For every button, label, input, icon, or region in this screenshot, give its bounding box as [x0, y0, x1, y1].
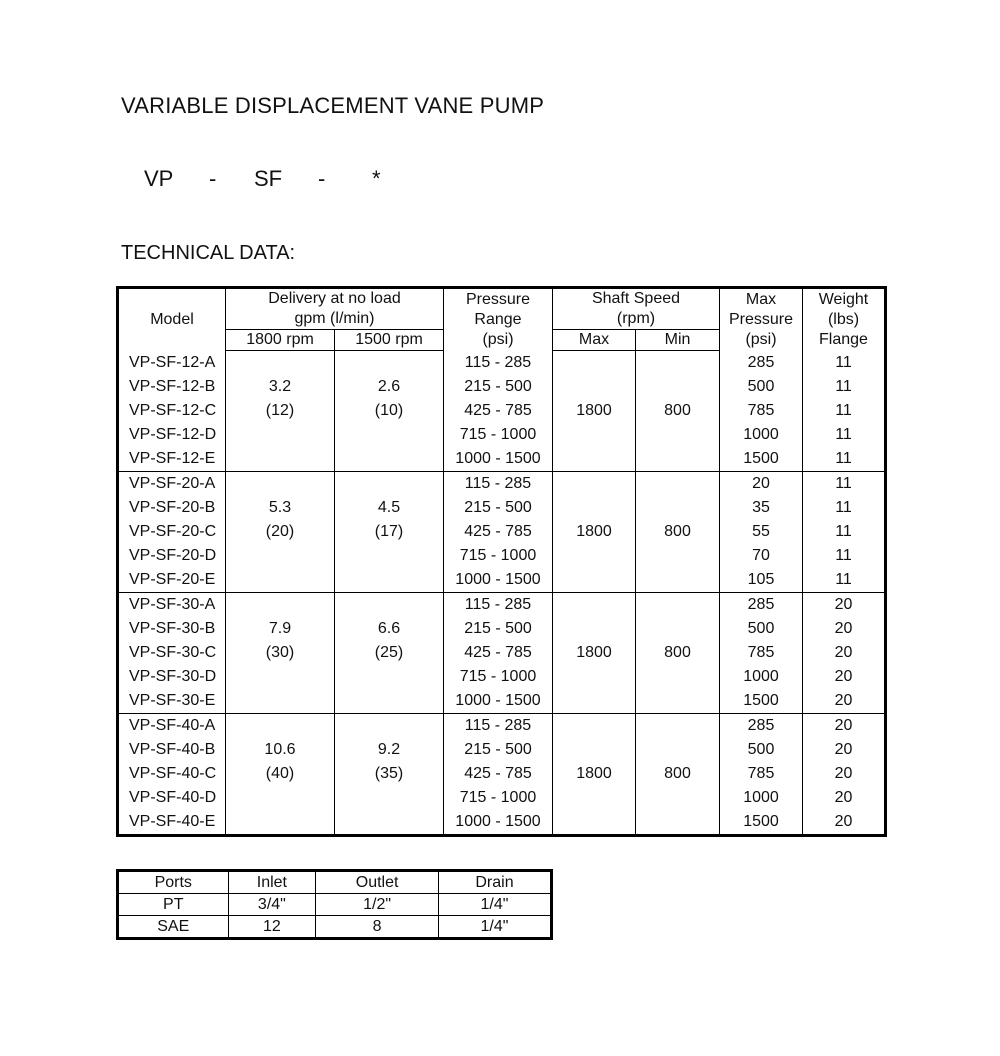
delivery-1800-cell: (40) — [226, 762, 335, 786]
max-pressure-cell: 1500 — [720, 810, 803, 836]
table-row — [118, 544, 886, 568]
shaft-min-cell — [636, 351, 720, 376]
delivery-1500-cell — [335, 810, 444, 836]
model-cell: VP-SF-20-A — [129, 475, 216, 492]
shaft-min-cell — [636, 423, 720, 447]
max-pressure-cell: 285 — [720, 593, 803, 618]
model-cell: VP-SF-40-E — [129, 813, 216, 830]
page-title: VARIABLE DISPLACEMENT VANE PUMP — [121, 93, 545, 118]
shaft-min-cell — [636, 617, 720, 641]
weight-cell: 11 — [803, 447, 886, 472]
weight-cell: 20 — [803, 810, 886, 836]
delivery-1800-cell — [226, 714, 335, 739]
ports-cell: 3/4" — [228, 894, 316, 916]
header-weight — [803, 288, 886, 351]
shaft-min-cell — [636, 447, 720, 472]
shaft-max-cell: 1800 — [553, 520, 636, 544]
shaft-max-cell — [553, 714, 636, 739]
delivery-1500-cell — [335, 665, 444, 689]
delivery-1800-cell — [226, 351, 335, 376]
shaft-min-cell — [636, 375, 720, 399]
pressure-range-cell: 425 - 785 — [444, 762, 553, 786]
header-delivery — [226, 288, 444, 330]
pressure-range-cell: 115 - 285 — [444, 472, 553, 497]
pressure-range-cell: 715 - 1000 — [444, 665, 553, 689]
header-weight-line3: Flange — [819, 330, 868, 348]
max-pressure-cell: 785 — [720, 399, 803, 423]
max-pressure-cell: 20 — [720, 472, 803, 497]
ports-cell: PT — [118, 894, 229, 916]
delivery-1500-cell — [335, 689, 444, 714]
model-code-size: * — [372, 166, 381, 191]
header-pressure-range — [444, 288, 553, 351]
weight-cell: 11 — [803, 568, 886, 593]
weight-cell: 11 — [803, 399, 886, 423]
max-pressure-cell: 1000 — [720, 786, 803, 810]
pressure-range-cell: 215 - 500 — [444, 496, 553, 520]
technical-data-table — [116, 286, 887, 837]
delivery-1500-cell: 2.6 — [335, 375, 444, 399]
table-row — [118, 641, 886, 665]
shaft-min-cell — [636, 568, 720, 593]
header-pressure-line2: Range — [474, 310, 522, 328]
model-cell: VP-SF-40-C — [129, 765, 217, 782]
max-pressure-cell: 35 — [720, 496, 803, 520]
shaft-max-cell — [553, 665, 636, 689]
weight-cell: 11 — [803, 472, 886, 497]
table-row — [118, 593, 886, 618]
max-pressure-cell: 500 — [720, 617, 803, 641]
shaft-max-cell — [553, 423, 636, 447]
table-row — [118, 568, 886, 593]
ports-cell: 1/2" — [316, 894, 439, 916]
shaft-max-cell — [553, 810, 636, 836]
model-cell: VP-SF-40-A — [129, 717, 216, 734]
max-pressure-cell: 70 — [720, 544, 803, 568]
shaft-max-cell — [553, 375, 636, 399]
model-group — [118, 714, 886, 836]
shaft-max-cell — [553, 617, 636, 641]
delivery-1800-cell — [226, 423, 335, 447]
delivery-1500-cell: (35) — [335, 762, 444, 786]
delivery-1500-cell — [335, 568, 444, 593]
model-cell: VP-SF-20-E — [129, 571, 216, 588]
table-row — [118, 472, 886, 497]
weight-cell: 20 — [803, 593, 886, 618]
delivery-1800-cell: 10.6 — [226, 738, 335, 762]
table-row — [118, 689, 886, 714]
max-pressure-cell: 785 — [720, 641, 803, 665]
delivery-1800-cell: (12) — [226, 399, 335, 423]
weight-cell: 11 — [803, 544, 886, 568]
header-pressure-line1: Pressure — [465, 290, 531, 308]
header-shaft-line2: (rpm) — [616, 310, 656, 327]
weight-cell: 11 — [803, 351, 886, 376]
pressure-range-cell: 715 - 1000 — [444, 786, 553, 810]
pressure-range-cell: 115 - 285 — [444, 593, 553, 618]
pressure-range-cell: 425 - 785 — [444, 641, 553, 665]
shaft-min-cell: 800 — [636, 399, 720, 423]
weight-cell: 11 — [803, 423, 886, 447]
shaft-min-cell: 800 — [636, 762, 720, 786]
model-cell: VP-SF-30-B — [129, 620, 216, 637]
shaft-min-cell: 800 — [636, 520, 720, 544]
max-pressure-cell: 1500 — [720, 689, 803, 714]
shaft-min-cell — [636, 738, 720, 762]
delivery-1800-cell: 3.2 — [226, 375, 335, 399]
ports-cell: 1/4" — [438, 916, 551, 939]
header-delivery-line2: gpm (l/min) — [294, 310, 375, 327]
shaft-max-cell — [553, 593, 636, 618]
weight-cell: 11 — [803, 375, 886, 399]
table-row — [118, 351, 886, 376]
delivery-1500-cell — [335, 544, 444, 568]
model-group — [118, 472, 886, 593]
model-cell: VP-SF-12-C — [129, 402, 217, 419]
pressure-range-cell: 1000 - 1500 — [444, 447, 553, 472]
header-weight-line2: (lbs) — [827, 310, 860, 328]
delivery-1800-cell: 5.3 — [226, 496, 335, 520]
pressure-range-cell: 715 - 1000 — [444, 423, 553, 447]
model-code-series: VP — [144, 166, 174, 191]
model-cell: VP-SF-12-D — [129, 426, 217, 443]
delivery-1800-cell — [226, 472, 335, 497]
max-pressure-cell: 285 — [720, 351, 803, 376]
model-cell: VP-SF-20-B — [129, 499, 216, 516]
delivery-1500-cell — [335, 786, 444, 810]
model-code-dash: - — [209, 166, 217, 191]
header-delivery-line1: Delivery at no load — [268, 290, 401, 307]
delivery-1500-cell — [335, 447, 444, 472]
ports-header-inlet: Inlet — [228, 871, 316, 894]
model-group — [118, 593, 886, 714]
header-shaft-line1: Shaft Speed — [591, 290, 681, 307]
weight-cell: 11 — [803, 520, 886, 544]
shaft-max-cell — [553, 544, 636, 568]
ports-header-drain: Drain — [438, 871, 551, 894]
shaft-min-cell — [636, 544, 720, 568]
header-shaft-max: Max — [553, 330, 636, 351]
table-row — [118, 665, 886, 689]
table-row — [118, 714, 886, 739]
shaft-max-cell: 1800 — [553, 399, 636, 423]
pressure-range-cell: 1000 - 1500 — [444, 810, 553, 836]
header-1800-rpm: 1800 rpm — [226, 330, 335, 351]
delivery-1800-cell: 7.9 — [226, 617, 335, 641]
ports-header-outlet: Outlet — [316, 871, 439, 894]
pressure-range-cell: 215 - 500 — [444, 375, 553, 399]
shaft-max-cell — [553, 738, 636, 762]
header-shaft-speed — [553, 288, 720, 330]
pressure-range-cell: 425 - 785 — [444, 399, 553, 423]
pressure-range-cell: 215 - 500 — [444, 617, 553, 641]
delivery-1800-cell — [226, 447, 335, 472]
pressure-range-cell: 115 - 285 — [444, 351, 553, 376]
model-cell: VP-SF-40-D — [129, 789, 217, 806]
shaft-min-cell — [636, 689, 720, 714]
shaft-min-cell: 800 — [636, 641, 720, 665]
max-pressure-cell: 55 — [720, 520, 803, 544]
model-group — [118, 351, 886, 472]
delivery-1500-cell: (10) — [335, 399, 444, 423]
pressure-range-cell: 215 - 500 — [444, 738, 553, 762]
model-cell: VP-SF-12-B — [129, 378, 216, 395]
max-pressure-cell: 1000 — [720, 423, 803, 447]
header-pressure-line3: (psi) — [482, 330, 514, 348]
ports-row — [118, 894, 552, 916]
delivery-1800-cell — [226, 544, 335, 568]
weight-cell: 20 — [803, 738, 886, 762]
header-maxp-line1: Max — [745, 290, 777, 308]
shaft-min-cell — [636, 665, 720, 689]
delivery-1500-cell: 6.6 — [335, 617, 444, 641]
table-row — [118, 447, 886, 472]
table-row — [118, 617, 886, 641]
ports-cell: 8 — [316, 916, 439, 939]
weight-cell: 11 — [803, 496, 886, 520]
ports-cell: SAE — [118, 916, 229, 939]
delivery-1800-cell: (30) — [226, 641, 335, 665]
pressure-range-cell: 1000 - 1500 — [444, 568, 553, 593]
table-row — [118, 810, 886, 836]
shaft-max-cell — [553, 689, 636, 714]
weight-cell: 20 — [803, 786, 886, 810]
delivery-1500-cell: (25) — [335, 641, 444, 665]
ports-cell: 1/4" — [438, 894, 551, 916]
delivery-1500-cell: 9.2 — [335, 738, 444, 762]
header-maxp-line2: Pressure — [728, 310, 794, 328]
weight-cell: 20 — [803, 617, 886, 641]
shaft-min-cell — [636, 810, 720, 836]
header-maxp-line3: (psi) — [745, 330, 777, 348]
delivery-1500-cell — [335, 423, 444, 447]
shaft-min-cell — [636, 786, 720, 810]
pressure-range-cell: 115 - 285 — [444, 714, 553, 739]
weight-cell: 20 — [803, 714, 886, 739]
delivery-1500-cell — [335, 351, 444, 376]
delivery-1500-cell — [335, 714, 444, 739]
max-pressure-cell: 500 — [720, 375, 803, 399]
delivery-1500-cell: (17) — [335, 520, 444, 544]
max-pressure-cell: 105 — [720, 568, 803, 593]
table-row — [118, 520, 886, 544]
table-row — [118, 375, 886, 399]
shaft-max-cell — [553, 786, 636, 810]
max-pressure-cell: 785 — [720, 762, 803, 786]
model-cell: VP-SF-30-C — [129, 644, 217, 661]
pressure-range-cell: 1000 - 1500 — [444, 689, 553, 714]
shaft-max-cell — [553, 472, 636, 497]
table-row — [118, 762, 886, 786]
ports-row — [118, 916, 552, 939]
shaft-max-cell — [553, 496, 636, 520]
max-pressure-cell: 285 — [720, 714, 803, 739]
technical-data-label: TECHNICAL DATA: — [121, 242, 296, 264]
delivery-1800-cell — [226, 786, 335, 810]
shaft-min-cell — [636, 496, 720, 520]
header-max-pressure — [720, 288, 803, 351]
ports-table — [116, 869, 553, 940]
header-model: Model — [150, 310, 194, 328]
model-cell: VP-SF-30-A — [129, 596, 216, 613]
delivery-1800-cell — [226, 689, 335, 714]
shaft-max-cell: 1800 — [553, 641, 636, 665]
delivery-1800-cell — [226, 810, 335, 836]
table-row — [118, 786, 886, 810]
table-row — [118, 399, 886, 423]
max-pressure-cell: 500 — [720, 738, 803, 762]
delivery-1800-cell: (20) — [226, 520, 335, 544]
max-pressure-cell: 1000 — [720, 665, 803, 689]
model-cell: VP-SF-30-E — [129, 692, 216, 709]
model-code-dash: - — [318, 166, 326, 191]
ports-header-ports: Ports — [118, 871, 229, 894]
shaft-max-cell — [553, 447, 636, 472]
pressure-range-cell: 715 - 1000 — [444, 544, 553, 568]
model-cell: VP-SF-20-C — [129, 523, 217, 540]
model-cell: VP-SF-20-D — [129, 547, 217, 564]
shaft-min-cell — [636, 714, 720, 739]
model-cell: VP-SF-30-D — [129, 668, 217, 685]
delivery-1500-cell — [335, 472, 444, 497]
delivery-1500-cell — [335, 593, 444, 618]
pressure-range-cell: 425 - 785 — [444, 520, 553, 544]
weight-cell: 20 — [803, 641, 886, 665]
model-cell: VP-SF-12-E — [129, 450, 216, 467]
shaft-max-cell — [553, 351, 636, 376]
header-weight-line1: Weight — [818, 290, 869, 308]
shaft-max-cell: 1800 — [553, 762, 636, 786]
header-1500-rpm: 1500 rpm — [335, 330, 444, 351]
table-row — [118, 738, 886, 762]
table-row — [118, 423, 886, 447]
model-cell: VP-SF-12-A — [129, 353, 216, 371]
model-code-type: SF — [254, 166, 283, 191]
delivery-1800-cell — [226, 665, 335, 689]
delivery-1800-cell — [226, 593, 335, 618]
delivery-1800-cell — [226, 568, 335, 593]
delivery-1500-cell: 4.5 — [335, 496, 444, 520]
weight-cell: 20 — [803, 689, 886, 714]
shaft-min-cell — [636, 593, 720, 618]
weight-cell: 20 — [803, 665, 886, 689]
header-shaft-min: Min — [636, 330, 720, 351]
max-pressure-cell: 1500 — [720, 447, 803, 472]
weight-cell: 20 — [803, 762, 886, 786]
table-row — [118, 496, 886, 520]
ports-cell: 12 — [228, 916, 316, 939]
shaft-max-cell — [553, 568, 636, 593]
shaft-min-cell — [636, 472, 720, 497]
model-cell: VP-SF-40-B — [129, 741, 216, 758]
